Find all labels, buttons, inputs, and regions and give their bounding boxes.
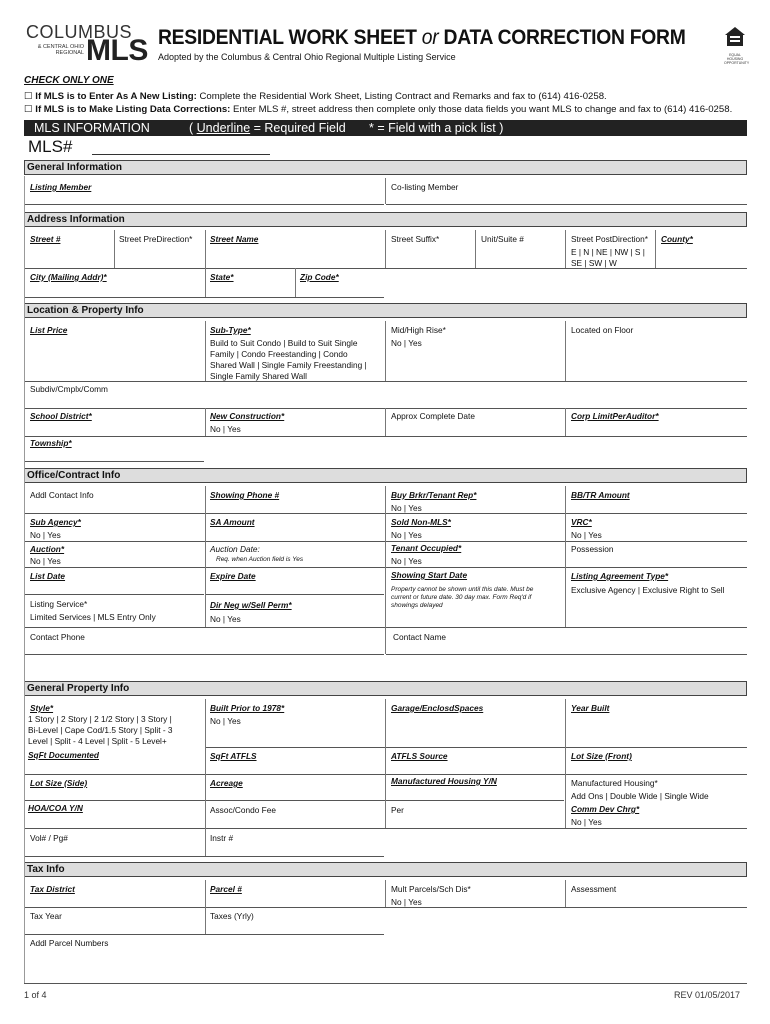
- option-data-corrections[interactable]: [24, 104, 732, 115]
- mls-number-label: MLS#: [28, 137, 73, 156]
- street-number-label: Street #: [30, 234, 61, 244]
- contact-name-label: Contact Name: [393, 632, 447, 642]
- title-or: or: [421, 26, 439, 49]
- colisting-member-label: Co-listing Member: [391, 182, 459, 192]
- page-number: 1 of 4: [24, 990, 47, 1000]
- divider: [565, 699, 566, 828]
- subtype-option-2: Family | Condo Freestanding | Condo: [210, 349, 348, 359]
- divider: [205, 486, 206, 627]
- page-subtitle: Adopted by the Columbus & Central Ohio Regional Multiple Listing Service: [158, 52, 456, 62]
- lot-side-label: Lot Size (Side): [30, 778, 88, 788]
- listing-service-label: Listing Service*: [30, 599, 88, 609]
- section-address: Address Information: [24, 212, 747, 227]
- unit-label: Unit/Suite #: [481, 234, 524, 244]
- street-suffix-label: Street Suffix*: [391, 234, 440, 244]
- logo-columbus: COLUMBUS: [26, 22, 133, 42]
- logo-subtext: [26, 44, 84, 56]
- revision-date: REV 01/05/2017: [674, 990, 741, 1000]
- section-general: General Information: [24, 160, 747, 175]
- township-input[interactable]: [24, 461, 204, 462]
- option-new-listing-bold: If MLS is to Enter As A New Listing:: [35, 91, 197, 102]
- location-row1-line: [24, 381, 747, 382]
- comm-dev-label: Comm Dev Chrg*: [571, 804, 640, 814]
- logo-mls: MLS: [86, 34, 148, 67]
- house-icon: [724, 26, 746, 48]
- equal-housing-logo: [724, 26, 750, 65]
- divider: [385, 178, 386, 204]
- property-row1-line: [206, 747, 747, 748]
- divider: [385, 486, 386, 654]
- picklist-note: * = Field with a pick list ): [369, 121, 504, 135]
- manufactured-label: Manufactured Housing*: [571, 778, 658, 788]
- required-note-post: = Required Field: [250, 121, 346, 135]
- assessment-label: Assessment: [571, 884, 617, 894]
- style-option-2: Bi-Level | Cape Cod/1.5 Story | Split - 3: [28, 725, 173, 735]
- divider: [385, 880, 386, 907]
- lot-front-label: Lot Size (Front): [571, 751, 632, 761]
- township-label: Township*: [30, 438, 72, 448]
- divider: [565, 408, 566, 436]
- divider: [565, 880, 566, 907]
- section-property: General Property Info: [24, 681, 747, 696]
- county-label: County*: [661, 234, 693, 244]
- section-tax: Tax Info: [24, 862, 747, 877]
- midhigh-label: Mid/High Rise*: [391, 325, 446, 335]
- style-label: Style*: [30, 703, 54, 713]
- built-prior-options: No | Yes: [210, 716, 241, 726]
- contact-name-input[interactable]: [386, 654, 747, 655]
- floor-label: Located on Floor: [571, 325, 634, 335]
- manufactured-yn-label: Manufactured Housing Y/N: [391, 776, 497, 786]
- subtype-option-3: Shared Wall | Single Family Freestanding |: [210, 360, 367, 370]
- zip-label: Zip Code*: [300, 272, 339, 282]
- comm-dev-options: No | Yes: [571, 817, 602, 827]
- sold-non-mls-label: Sold Non-MLS*: [391, 517, 451, 527]
- mls-number-input[interactable]: [92, 154, 270, 155]
- showing-note-3: showings delayed: [391, 602, 443, 609]
- auction-date-note: Req. when Auction field is Yes: [216, 556, 304, 563]
- divider: [205, 230, 206, 268]
- option-new-listing[interactable]: [24, 91, 607, 102]
- assoc-fee-label: Assoc/Condo Fee: [210, 805, 276, 815]
- auction-date-label: Auction Date:: [210, 544, 260, 554]
- street-postdirection-label: Street PostDirection*: [571, 234, 649, 244]
- list-price-label: List Price: [30, 325, 68, 335]
- divider: [565, 321, 566, 381]
- postdirection-options-1: E | N | NE | NW | S |: [571, 247, 645, 257]
- corp-limit-label: Corp LimitPerAuditor*: [571, 411, 659, 421]
- title-part1: RESIDENTIAL WORK SHEET: [158, 26, 422, 49]
- divider: [385, 230, 386, 268]
- listing-member-label: Listing Member: [30, 182, 92, 192]
- instr-label: Instr #: [210, 833, 234, 843]
- page-title: [158, 26, 686, 50]
- possession-label: Possession: [571, 544, 614, 554]
- logo-sub2: REGIONAL: [55, 50, 84, 56]
- sold-non-mls-options: No | Yes: [391, 530, 422, 540]
- city-label: City (Mailing Addr)*: [30, 272, 107, 282]
- vrc-options: No | Yes: [571, 530, 602, 540]
- sqft-documented-label: SqFt Documented: [28, 750, 99, 760]
- divider: [385, 321, 386, 381]
- divider: [385, 699, 386, 828]
- list-date-label: List Date: [30, 571, 66, 581]
- manufactured-options: Add Ons | Double Wide | Single Wide: [571, 791, 709, 801]
- mls-info-bar: [24, 120, 747, 136]
- required-note-pre: (: [189, 121, 197, 135]
- dir-neg-options: No | Yes: [210, 614, 241, 624]
- expire-date-input[interactable]: [206, 594, 384, 595]
- tenant-occupied-label: Tenant Occupied*: [391, 543, 462, 553]
- divider: [205, 321, 206, 381]
- agreement-type-options: Exclusive Agency | Exclusive Right to Sell: [571, 585, 725, 595]
- check-only-label: CHECK ONLY ONE: [24, 75, 114, 86]
- addl-parcel-input[interactable]: [24, 983, 747, 984]
- mult-parcels-label: Mult Parcels/Sch Dis*: [391, 884, 471, 894]
- new-construction-options: No | Yes: [210, 424, 241, 434]
- showing-note-2: current or future date. 30 day max. Form Req'd if: [391, 594, 532, 601]
- sub-agency-options: No | Yes: [30, 530, 61, 540]
- divider: [114, 230, 115, 268]
- auction-label: Auction*: [30, 544, 65, 554]
- taxes-yearly-label: Taxes (Yrly): [210, 911, 254, 921]
- street-predirection-label: Street PreDirection*: [119, 234, 193, 244]
- city-state-zip-input[interactable]: [24, 297, 384, 298]
- showing-phone-label: Showing Phone #: [210, 490, 280, 500]
- required-note: [189, 120, 346, 136]
- divider: [385, 408, 386, 436]
- checkbox-data-corrections[interactable]: ☐: [24, 104, 33, 115]
- per-label: Per: [391, 805, 404, 815]
- school-district-label: School District*: [30, 411, 92, 421]
- subtype-option-4: Single Family Shared Wall: [210, 371, 307, 381]
- divider: [205, 699, 206, 856]
- divider: [565, 486, 566, 627]
- approx-complete-label: Approx Complete Date: [391, 411, 475, 421]
- agreement-type-label: Listing Agreement Type*: [571, 571, 669, 581]
- checkbox-new-listing[interactable]: ☐: [24, 91, 33, 102]
- auction-options: No | Yes: [30, 556, 61, 566]
- divider: [205, 408, 206, 436]
- tax-district-label: Tax District: [30, 884, 75, 894]
- equal-housing-text: EQUAL HOUSING OPPORTUNITY: [724, 53, 750, 65]
- option-new-listing-text: Complete the Residential Work Sheet, Listing Contract and Remarks and fax to (614) 416-0258.: [196, 91, 607, 102]
- atfls-source-label: ATFLS Source: [391, 751, 448, 761]
- divider: [295, 268, 296, 298]
- colisting-member-input[interactable]: [386, 204, 747, 205]
- hoa-label: HOA/COA Y/N: [28, 803, 83, 813]
- addl-contact-label: Addl Contact Info: [30, 490, 94, 500]
- built-prior-label: Built Prior to 1978*: [210, 703, 285, 713]
- acreage-label: Acreage: [210, 778, 243, 788]
- state-label: State*: [210, 272, 234, 282]
- showing-start-label: Showing Start Date: [391, 570, 468, 580]
- title-part2: DATA CORRECTION FORM: [438, 26, 686, 49]
- address-row1-line: [24, 268, 747, 269]
- year-built-label: Year Built: [571, 703, 610, 713]
- parcel-label: Parcel #: [210, 884, 242, 894]
- style-option-3: Level | Split - 4 Level | Split - 5 Level+: [28, 736, 167, 746]
- location-row3-line: [24, 436, 747, 437]
- logo-sub1: & CENTRAL OHIO: [37, 44, 84, 50]
- subtype-label: Sub-Type*: [210, 325, 251, 335]
- list-date-input[interactable]: [24, 594, 204, 595]
- midhigh-options: No | Yes: [391, 338, 422, 348]
- mls-info-title: MLS INFORMATION: [34, 121, 150, 135]
- property-row4-line: [24, 828, 747, 829]
- bbtr-amount-label: BB/TR Amount: [571, 490, 630, 500]
- divider: [655, 230, 656, 268]
- postdirection-options-2: SE | SW | W: [571, 258, 617, 268]
- vol-instr-input[interactable]: [24, 856, 384, 857]
- garage-label: Garage/EnclosdSpaces: [391, 703, 484, 713]
- tax-row1-line: [24, 907, 747, 908]
- vol-label: Vol# / Pg#: [30, 833, 68, 843]
- buy-brkr-label: Buy Brkr/Tenant Rep*: [391, 490, 477, 500]
- style-option-1: 1 Story | 2 Story | 2 1/2 Story | 3 Story |: [28, 714, 172, 724]
- expire-date-label: Expire Date: [210, 571, 256, 581]
- property-row3-line: [24, 800, 564, 801]
- contact-phone-input[interactable]: [24, 654, 384, 655]
- subtype-option-1: Build to Suit Condo | Build to Suit Single: [210, 338, 358, 348]
- subdiv-label: Subdiv/Cmplx/Comm: [30, 384, 108, 394]
- divider: [565, 230, 566, 268]
- sqft-atfls-label: SqFt ATFLS: [210, 751, 257, 761]
- tax-year-input[interactable]: [24, 934, 384, 935]
- section-office: Office/Contract Info: [24, 468, 747, 483]
- form-left-border: [24, 176, 25, 983]
- option-corrections-text: Enter MLS #, street address then complete only those data fields you want MLS to change and fax to (614) 416-0258.: [230, 104, 733, 115]
- dir-neg-label: Dir Neg w/Sell Perm*: [210, 600, 292, 610]
- section-location: Location & Property Info: [24, 303, 747, 318]
- sub-agency-label: Sub Agency*: [30, 517, 81, 527]
- tenant-occupied-options: No | Yes: [391, 556, 422, 566]
- contact-phone-label: Contact Phone: [30, 632, 85, 642]
- option-corrections-bold: If MLS is to Make Listing Data Corrections:: [35, 104, 231, 115]
- listing-member-input[interactable]: [24, 204, 384, 205]
- street-name-label: Street Name: [210, 234, 259, 244]
- listing-service-options: Limited Services | MLS Entry Only: [30, 612, 156, 622]
- buy-brkr-options: No | Yes: [391, 503, 422, 513]
- sa-amount-label: SA Amount: [210, 517, 255, 527]
- addl-parcel-label: Addl Parcel Numbers: [30, 938, 109, 948]
- showing-note-1: Property cannot be shown until this date. Must be: [391, 586, 534, 593]
- vrc-label: VRC*: [571, 517, 592, 527]
- new-construction-label: New Construction*: [210, 411, 285, 421]
- divider: [475, 230, 476, 268]
- required-note-underline: Underline: [196, 121, 251, 135]
- divider: [205, 880, 206, 934]
- tax-year-label: Tax Year: [30, 911, 62, 921]
- mult-parcels-options: No | Yes: [391, 897, 422, 907]
- divider: [205, 268, 206, 298]
